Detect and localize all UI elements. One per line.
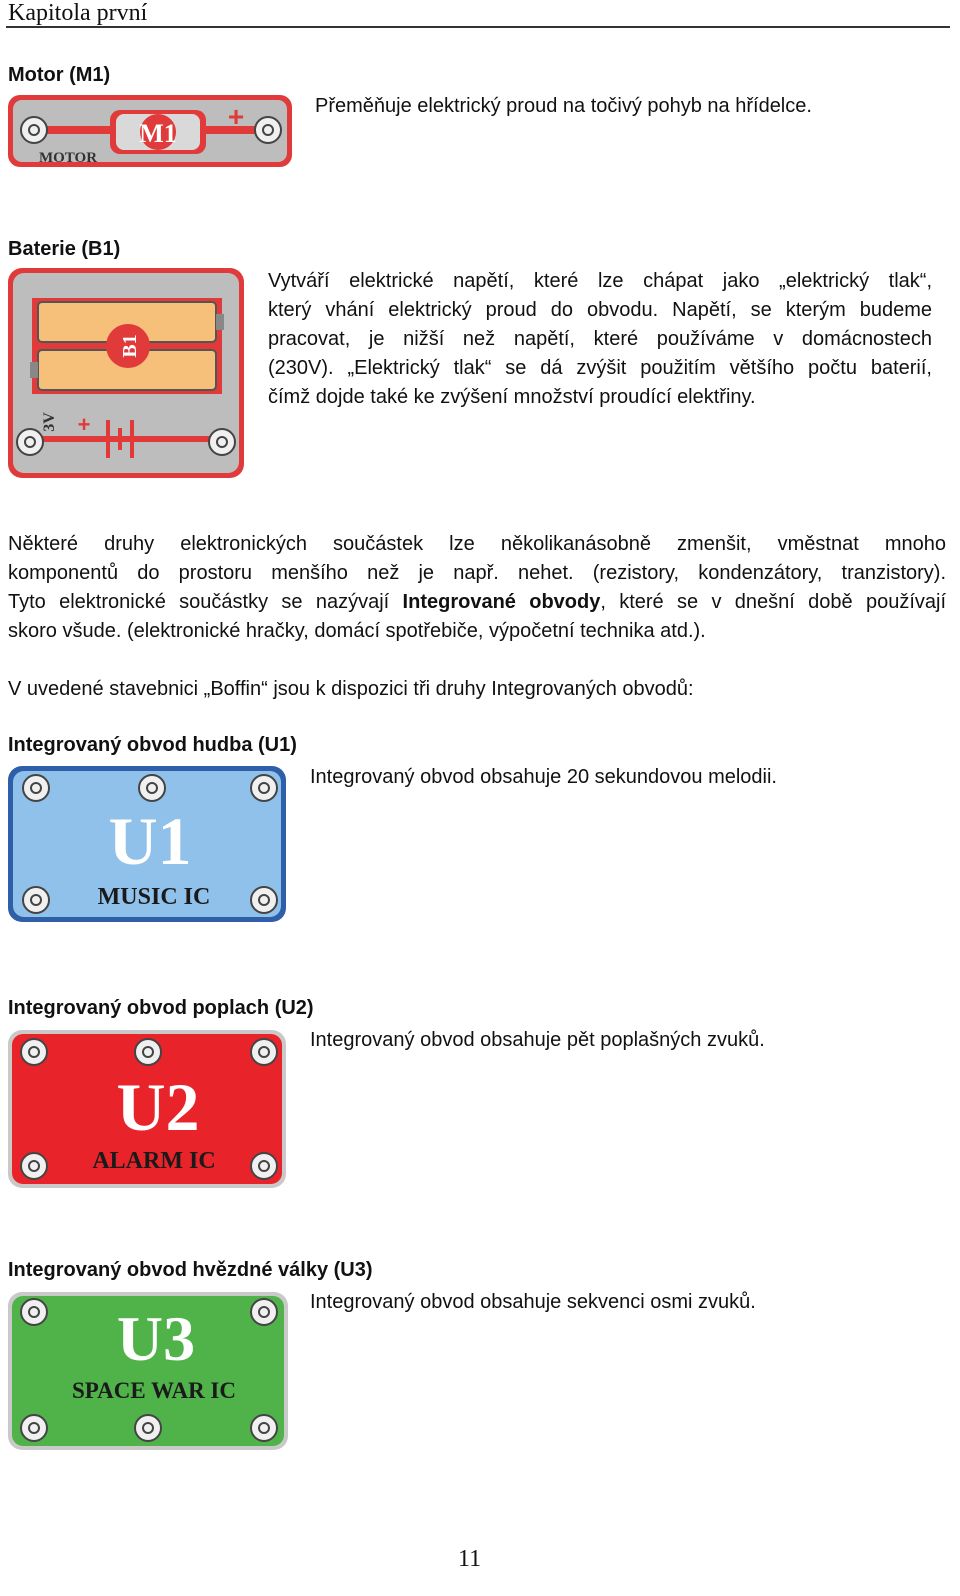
ic-intro-paragraph xyxy=(8,530,946,646)
snap-icon xyxy=(251,887,277,913)
battery-line-5: čímž dojde také ke zvýšení množství proudící elektřiny. xyxy=(268,386,756,408)
u3-name-label: SPACE WAR IC xyxy=(71,1378,237,1403)
snap-icon xyxy=(255,117,281,143)
battery-line-1: Vytváří elektrické napětí, které lze chápat jako „elektrický tlak“, xyxy=(268,270,932,292)
ic-intro-line-3-post: , které se v dnešní době používají xyxy=(600,591,947,613)
u2-heading: Integrovaný obvod poplach (U2) xyxy=(8,997,314,1019)
u1-code-label: U1 xyxy=(108,803,192,879)
snap-icon xyxy=(21,1415,47,1441)
u1-heading: Integrovaný obvod hudba (U1) xyxy=(8,734,297,756)
snap-icon xyxy=(251,1039,277,1065)
snap-icon xyxy=(21,1299,47,1325)
battery-line-4: (230V). „Elektrický tlak“ se dá zvýšit použitím většího počtu baterií, xyxy=(268,357,932,379)
u2-name-label: ALARM IC xyxy=(92,1148,216,1174)
snap-icon xyxy=(251,775,277,801)
u3-component-image xyxy=(6,1290,290,1452)
ic-intro-line-2: komponentů do prostoru menšího než je např. nehet. (rezistory, kondenzátory, tranzistory). xyxy=(8,562,946,584)
battery-voltage-label: 3V xyxy=(41,412,58,432)
ic-intro-line-3 xyxy=(8,588,946,617)
snap-icon xyxy=(251,1415,277,1441)
u3-code-label: U3 xyxy=(116,1303,196,1374)
u3-heading: Integrovaný obvod hvězdné války (U3) xyxy=(8,1259,373,1281)
ic-intro-line-4: skoro všude. (elektronické hračky, domácí spotřebiče, výpočetní technika atd.). xyxy=(8,620,706,642)
battery-code-label: B1 xyxy=(119,334,141,358)
u2-code-label: U2 xyxy=(116,1069,200,1145)
snap-icon xyxy=(251,1153,277,1179)
battery-line-2: který vhání elektrický proud do obvodu. Napětí, se kterým budeme xyxy=(268,299,932,321)
motor-component-image xyxy=(6,92,296,172)
header-divider xyxy=(6,26,950,28)
battery-line-3: pracovat, je nižší než napětí, které používáme v domácnostech xyxy=(268,328,932,350)
u1-name-label: MUSIC IC xyxy=(97,884,211,910)
snap-icon xyxy=(135,1039,161,1065)
snap-icon xyxy=(251,1299,277,1325)
kit-sentence: V uvedené stavebnici „Boffin“ jsou k dispozici tři druhy Integrovaných obvodů: xyxy=(8,678,694,700)
ic-intro-line-1: Některé druhy elektronických součástek lze několikanásobně zmenšit, vměstnat mnoho xyxy=(8,533,946,555)
motor-description: Přeměňuje elektrický proud na točivý pohyb na hřídelce. xyxy=(315,95,812,117)
motor-plus-label: + xyxy=(227,101,245,132)
u1-component-image xyxy=(6,764,288,924)
snap-icon xyxy=(139,775,165,801)
u1-description: Integrovaný obvod obsahuje 20 sekundovou melodii. xyxy=(310,766,777,788)
snap-icon xyxy=(21,1039,47,1065)
battery-component-image xyxy=(6,266,246,480)
chapter-title: Kapitola první xyxy=(8,0,148,26)
u3-description: Integrovaný obvod obsahuje sekvenci osmi zvuků. xyxy=(310,1291,756,1313)
svg-text:+: + xyxy=(77,412,91,437)
u2-component-image xyxy=(6,1028,288,1190)
snap-icon xyxy=(23,887,49,913)
snap-icon xyxy=(135,1415,161,1441)
snap-icon xyxy=(21,117,47,143)
battery-heading: Baterie (B1) xyxy=(8,238,121,260)
snap-icon xyxy=(17,429,43,455)
snap-icon xyxy=(23,775,49,801)
snap-icon xyxy=(209,429,235,455)
motor-name-label: MOTOR xyxy=(38,150,98,166)
motor-code-label: M1 xyxy=(139,119,177,148)
motor-heading: Motor (M1) xyxy=(8,64,111,86)
page-number: 11 xyxy=(458,1546,482,1572)
u2-description: Integrovaný obvod obsahuje pět poplašných zvuků. xyxy=(310,1029,765,1051)
ic-intro-line-3-pre: Tyto elektronické součástky se nazývají xyxy=(8,591,403,613)
snap-icon xyxy=(21,1153,47,1179)
ic-intro-bold-term: Integrované obvody xyxy=(402,591,601,613)
